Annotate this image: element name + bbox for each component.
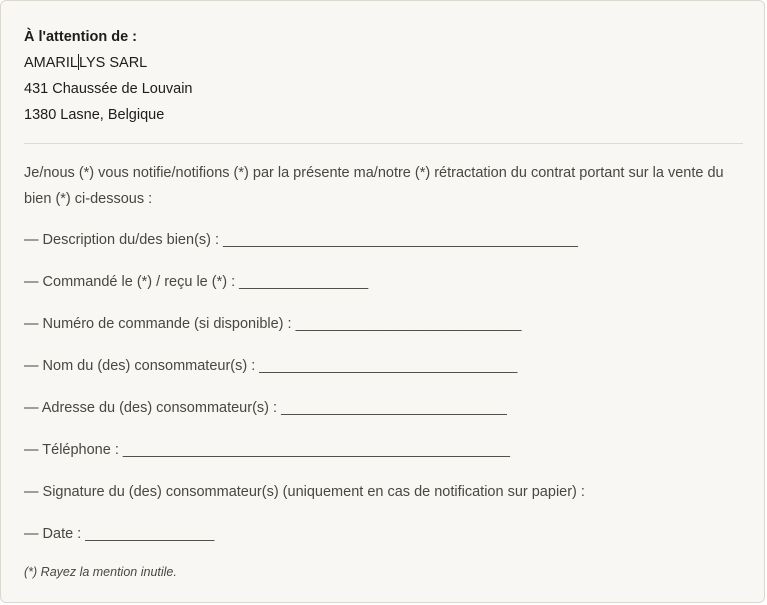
- description-field: — Description du/des bien(s) : ____________________________________________: [24, 232, 578, 248]
- phone-field: — Téléphone : ________________________________________________: [24, 442, 510, 458]
- withdrawal-intro-text: Je/nous (*) vous notifie/notifions (*) par la présente ma/notre (*) rétractation du contrat portant sur la vente du bien (*) ci-dessous :: [24, 165, 724, 207]
- company-name-part2: LYS SARL: [79, 55, 148, 71]
- date-field: — Date : ________________: [24, 526, 215, 542]
- recipient-address-block: [24, 24, 193, 128]
- company-name[interactable]: [24, 50, 193, 76]
- footnote: (*) Rayez la mention inutile.: [24, 565, 177, 579]
- attention-label: À l'attention de :: [24, 29, 137, 45]
- section-divider: [24, 143, 743, 144]
- ordered-received-date-field: — Commandé le (*) / reçu le (*) : ________________: [24, 274, 369, 290]
- street-address: 431 Chaussée de Louvain: [24, 81, 193, 97]
- city-country: 1380 Lasne, Belgique: [24, 107, 165, 123]
- order-number-field: — Numéro de commande (si disponible) : ____________________________: [24, 316, 522, 332]
- signature-field: — Signature du (des) consommateur(s) (uniquement en cas de notification sur papier) :: [24, 484, 585, 500]
- consumer-name-field: — Nom du (des) consommateur(s) : ________________________________: [24, 358, 518, 374]
- consumer-address-field: — Adresse du (des) consommateur(s) : ____________________________: [24, 400, 507, 416]
- company-name-part1: AMARIL: [24, 55, 78, 71]
